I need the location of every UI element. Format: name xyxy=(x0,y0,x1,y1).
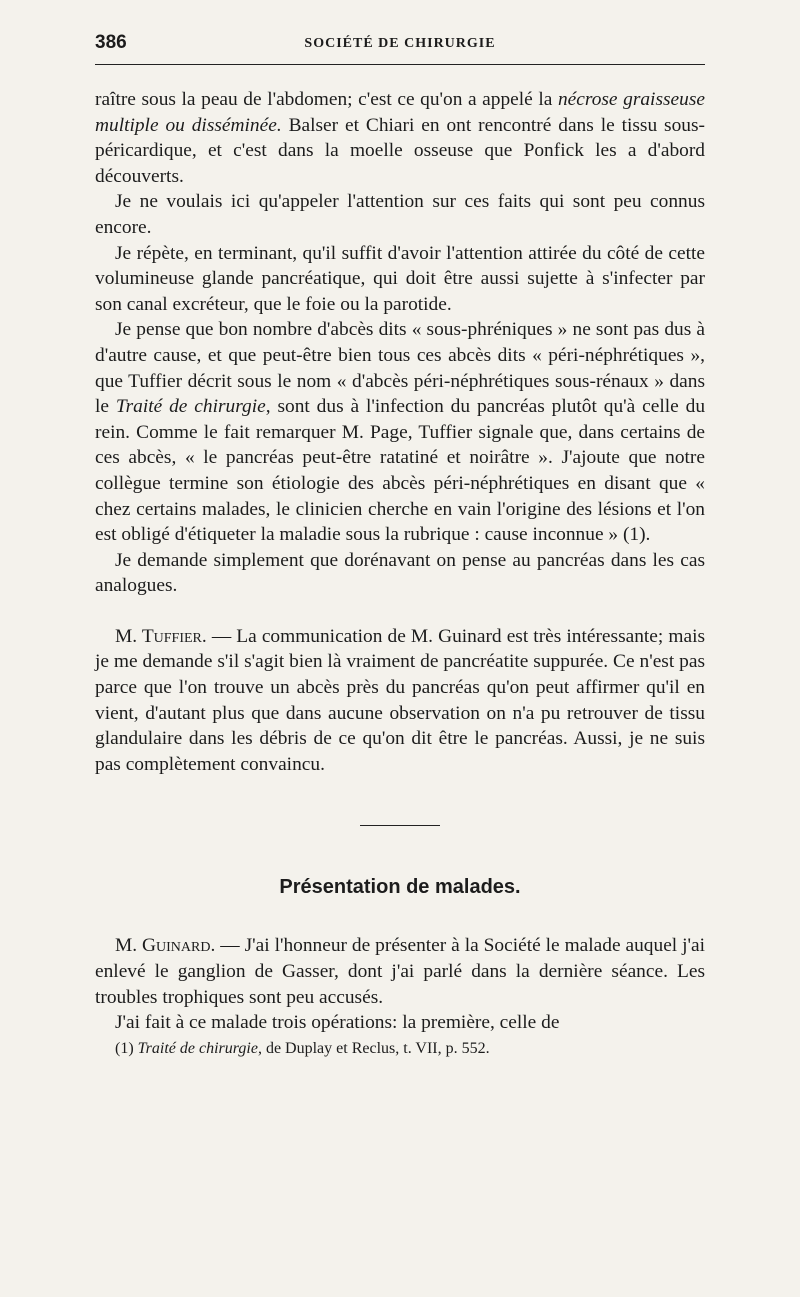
paragraph-1 xyxy=(95,87,705,189)
paragraph-8: J'ai fait à ce malade trois opérations: la première, celle de xyxy=(115,1012,560,1034)
section-heading: Présentation de malades. xyxy=(279,876,521,899)
p4-italic-title: Traité de chirurgie xyxy=(115,396,266,418)
p4-text-a: Je pense que bon nombre d'abcès dits « sous-phréniques » ne sont pas dus à d'autre cause, et que peut-être bien tous ces abcès dits « péri-néphrétiques », que Tuffier décrit sous le nom « d'abcès péri-néphrétiques sous-rénaux » dans le xyxy=(95,319,705,418)
section-rule xyxy=(360,825,440,826)
paragraph-4 xyxy=(95,317,705,547)
footnote-marker: (1) xyxy=(115,1039,138,1057)
body-text-2 xyxy=(95,933,705,1061)
speaker-guinard: M. Guinard. xyxy=(115,935,216,957)
body-text xyxy=(95,87,705,777)
speaker-tuffier: M. Tuffier. xyxy=(115,625,207,647)
footnote xyxy=(95,1036,705,1062)
header-rule xyxy=(95,64,705,65)
paragraph-5: Je demande simplement que dorénavant on pense au pancréas dans les cas analogues. xyxy=(95,549,705,597)
footnote-title: Traité de chirurgie xyxy=(137,1039,258,1057)
footnote-rest: , de Duplay et Reclus, t. VII, p. 552. xyxy=(257,1039,490,1057)
p1-italic: nécrose graisseuse multiple ou disséminée. xyxy=(95,89,705,136)
p1-text-c: Balser et Chiari en ont rencontré dans le tissu sous-péricardique, et c'est dans la moelle osseuse que Ponfick les a d'abord découverts. xyxy=(95,114,705,187)
guinard-text: — J'ai l'honneur de présenter à la Société le malade auquel j'ai enlevé le ganglion de Gasser, dont j'ai parlé dans la dernière séance. Les troubles trophiques sont peu accusés. xyxy=(95,935,706,1008)
spacer xyxy=(95,599,705,624)
paragraph-2: Je ne voulais ici qu'appeler l'attention sur ces faits qui sont peu connus encore. xyxy=(95,191,705,238)
p1-text-a: raître sous la peau de l'abdomen; c'est ce qu'on a appelé la xyxy=(95,89,558,110)
book-page xyxy=(95,32,705,1282)
paragraph-tuffier xyxy=(95,624,705,778)
paragraph-3: Je répète, en terminant, qu'il suffit d'avoir l'attention attirée du côté de cette volumineuse glande pancréatique, qui doit être aussi sujette à s'infecter par son canal excréteur, que le foie ou la parotide. xyxy=(95,242,705,315)
p4-text-c: , sont dus à l'infection du pancréas plutôt qu'à celle du rein. Comme le fait remarquer M. Page, Tuffier signale que, dans certains de ces abcès, « le pancréas peut-être ratatiné et noirâtre ». J'ajoute que notre collègue termine son étiologie des abcès péri-néphrétiques en disant que « chez certains malades, le clinicien cherche en vain l'origine des lésions et l'on est obligé d'étiqueter la maladie sous la rubrique : cause inconnue » (1). xyxy=(95,396,706,546)
paragraph-guinard xyxy=(95,933,705,1010)
running-head xyxy=(95,32,705,60)
tuffier-text: — La communication de M. Guinard est très intéressante; mais je me demande s'il s'agit bien là vraiment de pancréatite suppurée. Ce n'est pas parce que l'on trouve un abcès près du pancréas qu'on peut affirmer qu'il en vient, d'autant plus que dans aucune observation on n'a pu retrouver de tissu glandulaire dans les débris de ce qu'on dit être le pancréas. Aussi, je ne suis pas complètement convaincu. xyxy=(95,625,705,775)
running-title: SOCIÉTÉ DE CHIRURGIE xyxy=(304,36,496,51)
page-number: 386 xyxy=(95,32,127,53)
